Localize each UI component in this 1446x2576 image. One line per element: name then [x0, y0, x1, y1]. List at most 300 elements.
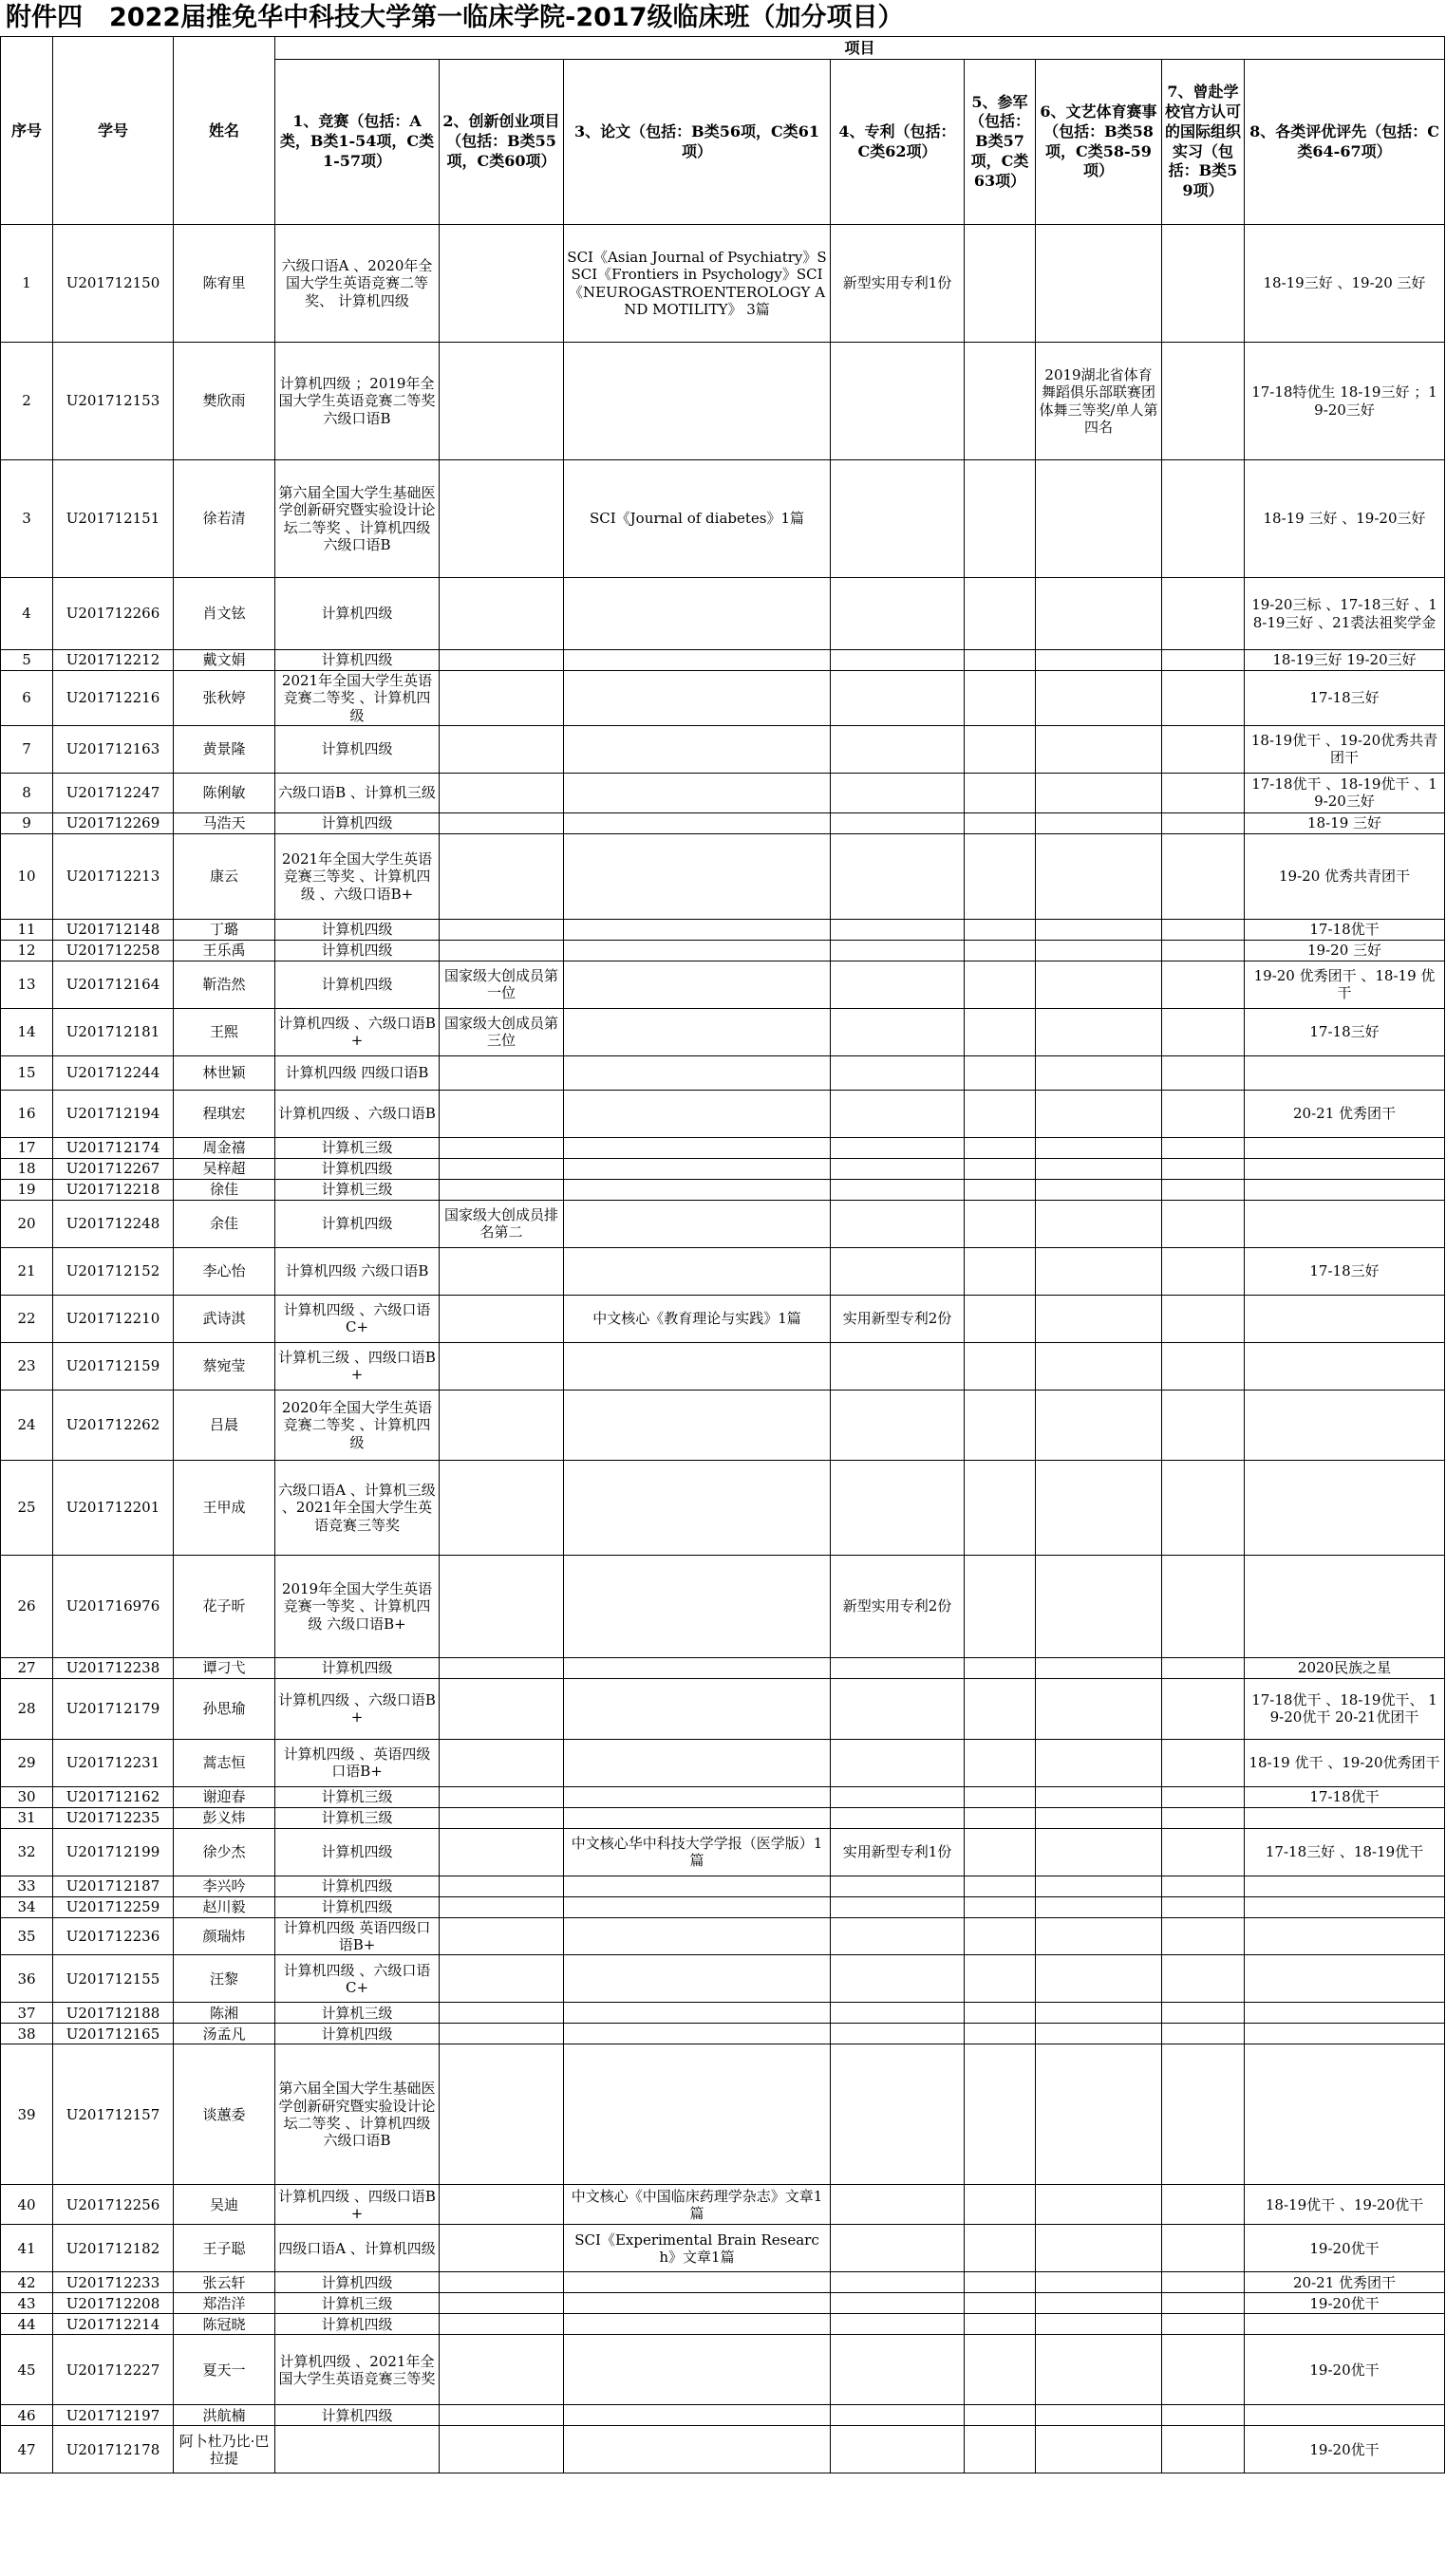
cell-c7	[1162, 1917, 1245, 1955]
cell-c1	[275, 2426, 440, 2473]
cell-id: U201712236	[53, 1917, 174, 1955]
document-title: 2022届推免华中科技大学第一临床学院-2017级临床班（加分项目）	[109, 3, 904, 32]
cell-c8	[1245, 1137, 1445, 1158]
cell-c8	[1245, 2003, 1445, 2024]
cell-name: 汪黎	[174, 1955, 275, 2003]
cell-id: U201712214	[53, 2314, 174, 2335]
cell-c1: 第六届全国大学生基础医学创新研究暨实验设计论坛二等奖 、计算机四级 六级口语B	[275, 460, 440, 578]
cell-c5	[965, 2335, 1036, 2405]
cell-c8	[1245, 1179, 1445, 1200]
cell-c7	[1162, 833, 1245, 919]
cell-c3	[564, 650, 831, 671]
cell-no: 31	[1, 1807, 53, 1828]
cell-c7	[1162, 2426, 1245, 2473]
cell-id: U201712150	[53, 225, 174, 343]
cell-c7	[1162, 578, 1245, 650]
cell-c2	[440, 833, 564, 919]
cell-c2	[440, 1158, 564, 1179]
cell-c2	[440, 2185, 564, 2225]
cell-c1: 计算机四级 、六级口语C+	[275, 1955, 440, 2003]
cell-id: U201712259	[53, 1896, 174, 1917]
cell-c1: 计算机四级	[275, 812, 440, 833]
cell-c6	[1036, 225, 1162, 343]
cell-c6	[1036, 1657, 1162, 1678]
cell-c5	[965, 1390, 1036, 1460]
cell-c6	[1036, 578, 1162, 650]
cell-c3: SCI《Experimental Brain Research》文章1篇	[564, 2225, 831, 2272]
cell-name: 徐佳	[174, 1179, 275, 1200]
cell-c1: 计算机四级 、六级口语B	[275, 1090, 440, 1137]
cell-id: U201712159	[53, 1342, 174, 1390]
cell-c5	[965, 1739, 1036, 1786]
cell-no: 34	[1, 1896, 53, 1917]
cell-name: 赵川毅	[174, 1896, 275, 1917]
cell-c7	[1162, 940, 1245, 961]
cell-c6	[1036, 2293, 1162, 2314]
cell-no: 6	[1, 671, 53, 726]
table-row	[1, 1955, 1445, 2003]
cell-c2	[440, 225, 564, 343]
cell-c8: 19-20优干	[1245, 2225, 1445, 2272]
cell-name: 谭刁弋	[174, 1657, 275, 1678]
cell-c5	[965, 1200, 1036, 1247]
header-student-id: 学号	[53, 37, 174, 225]
cell-c4	[831, 343, 965, 460]
cell-c4	[831, 961, 965, 1008]
cell-c3	[564, 940, 831, 961]
cell-c8: 19-20 优秀共青团干	[1245, 833, 1445, 919]
cell-c3	[564, 1008, 831, 1055]
cell-name: 林世颖	[174, 1055, 275, 1090]
cell-no: 42	[1, 2272, 53, 2293]
cell-c5	[965, 1460, 1036, 1555]
cell-name: 陈俐敏	[174, 773, 275, 812]
cell-c2	[440, 1739, 564, 1786]
cell-c3	[564, 1137, 831, 1158]
cell-no: 30	[1, 1786, 53, 1807]
cell-c8: 20-21 优秀团干	[1245, 2272, 1445, 2293]
cell-c1: 计算机三级	[275, 2293, 440, 2314]
cell-c7	[1162, 2272, 1245, 2293]
cell-c7	[1162, 1055, 1245, 1090]
cell-c3	[564, 2272, 831, 2293]
cell-c8: 18-19优干 、19-20优秀共青团干	[1245, 725, 1445, 773]
cell-c5	[965, 1917, 1036, 1955]
cell-c3	[564, 578, 831, 650]
cell-c3	[564, 833, 831, 919]
cell-c2	[440, 1807, 564, 1828]
table-row	[1, 1200, 1445, 1247]
cell-id: U201712216	[53, 671, 174, 726]
table-row	[1, 1896, 1445, 1917]
table-row	[1, 2426, 1445, 2473]
header-military: 5、参军（包括：B类57项，C类63项）	[965, 60, 1036, 225]
cell-c1: 计算机四级 、四级口语B+	[275, 2185, 440, 2225]
cell-no: 19	[1, 1179, 53, 1200]
cell-c8: 17-18三好	[1245, 1008, 1445, 1055]
cell-c4	[831, 578, 965, 650]
cell-c6	[1036, 1896, 1162, 1917]
cell-c7	[1162, 1179, 1245, 1200]
table-row	[1, 2225, 1445, 2272]
cell-c5	[965, 833, 1036, 919]
cell-c3	[564, 725, 831, 773]
cell-c1: 计算机四级	[275, 2314, 440, 2335]
cell-c4	[831, 1678, 965, 1739]
cell-id: U201712197	[53, 2405, 174, 2426]
cell-c1: 计算机四级	[275, 1876, 440, 1896]
cell-c4	[831, 940, 965, 961]
cell-id: U201712187	[53, 1876, 174, 1896]
cell-c6	[1036, 2335, 1162, 2405]
cell-c1: 2020年全国大学生英语竞赛二等奖 、计算机四级	[275, 1390, 440, 1460]
cell-id: U201712165	[53, 2024, 174, 2044]
cell-c7	[1162, 1137, 1245, 1158]
cell-c5	[965, 1137, 1036, 1158]
cell-no: 13	[1, 961, 53, 1008]
cell-c8: 18-19三好 19-20三好	[1245, 650, 1445, 671]
cell-c2	[440, 1955, 564, 2003]
cell-c6	[1036, 1876, 1162, 1896]
cell-c6	[1036, 1055, 1162, 1090]
cell-c6	[1036, 2024, 1162, 2044]
cell-name: 谢迎春	[174, 1786, 275, 1807]
cell-c4	[831, 650, 965, 671]
cell-c3	[564, 2426, 831, 2473]
cell-name: 王乐禹	[174, 940, 275, 961]
cell-c1: 2021年全国大学生英语竞赛二等奖 、计算机四级	[275, 671, 440, 726]
cell-c4	[831, 1179, 965, 1200]
cell-c7	[1162, 2185, 1245, 2225]
cell-c8	[1245, 1460, 1445, 1555]
cell-name: 樊欣雨	[174, 343, 275, 460]
cell-c5	[965, 1008, 1036, 1055]
cell-c2	[440, 940, 564, 961]
cell-c5	[965, 2225, 1036, 2272]
cell-name: 阿卜杜乃比·巴拉提	[174, 2426, 275, 2473]
cell-c3	[564, 919, 831, 940]
cell-id: U201712258	[53, 940, 174, 961]
cell-id: U201712152	[53, 1247, 174, 1295]
cell-c1: 计算机四级	[275, 961, 440, 1008]
cell-c4	[831, 1137, 965, 1158]
cell-c2	[440, 812, 564, 833]
cell-c7	[1162, 2314, 1245, 2335]
cell-c8	[1245, 1295, 1445, 1342]
cell-id: U201712208	[53, 2293, 174, 2314]
cell-c7	[1162, 671, 1245, 726]
cell-c6	[1036, 2185, 1162, 2225]
cell-c1: 六级口语A 、2020年全国大学生英语竞赛二等奖、 计算机四级	[275, 225, 440, 343]
cell-no: 15	[1, 1055, 53, 1090]
table-row	[1, 1828, 1445, 1876]
cell-name: 康云	[174, 833, 275, 919]
cell-c5	[965, 1555, 1036, 1657]
cell-c7	[1162, 2003, 1245, 2024]
cell-c1: 第六届全国大学生基础医学创新研究暨实验设计论坛二等奖 、计算机四级 六级口语B	[275, 2044, 440, 2185]
cell-name: 颜瑞炜	[174, 1917, 275, 1955]
cell-c4	[831, 1390, 965, 1460]
cell-c5	[965, 1896, 1036, 1917]
cell-c1: 计算机三级	[275, 1179, 440, 1200]
cell-c1: 计算机三级	[275, 1807, 440, 1828]
cell-c8: 17-18优干 、18-19优干、 19-20优干 20-21优团干	[1245, 1678, 1445, 1739]
cell-name: 陈湘	[174, 2003, 275, 2024]
cell-c6	[1036, 2405, 1162, 2426]
cell-c1: 六级口语B 、计算机三级	[275, 773, 440, 812]
cell-c7	[1162, 1008, 1245, 1055]
cell-c6	[1036, 1008, 1162, 1055]
cell-c6	[1036, 725, 1162, 773]
cell-c2	[440, 1828, 564, 1876]
cell-id: U201716976	[53, 1555, 174, 1657]
cell-c3	[564, 1555, 831, 1657]
cell-c5	[965, 919, 1036, 940]
cell-c1: 计算机四级	[275, 1828, 440, 1876]
cell-id: U201712210	[53, 1295, 174, 1342]
cell-id: U201712244	[53, 1055, 174, 1090]
cell-c5	[965, 2426, 1036, 2473]
cell-c8: 17-18优干 、18-19优干 、19-20三好	[1245, 773, 1445, 812]
cell-c1: 计算机四级 、六级口语B+	[275, 1008, 440, 1055]
cell-c8: 19-20优干	[1245, 2426, 1445, 2473]
cell-c2	[440, 773, 564, 812]
cell-c8: 2020民族之星	[1245, 1657, 1445, 1678]
table-row	[1, 1678, 1445, 1739]
cell-no: 11	[1, 919, 53, 940]
cell-c1: 计算机四级	[275, 1657, 440, 1678]
cell-c5	[965, 1055, 1036, 1090]
cell-c1: 计算机三级	[275, 1137, 440, 1158]
cell-id: U201712182	[53, 2225, 174, 2272]
cell-no: 14	[1, 1008, 53, 1055]
cell-no: 18	[1, 1158, 53, 1179]
cell-c6	[1036, 2272, 1162, 2293]
cell-c7	[1162, 1200, 1245, 1247]
cell-name: 徐少杰	[174, 1828, 275, 1876]
cell-id: U201712174	[53, 1137, 174, 1158]
table-row	[1, 225, 1445, 343]
cell-c8: 17-18特优生 18-19三好 ；19-20三好	[1245, 343, 1445, 460]
cell-c2	[440, 2272, 564, 2293]
cell-no: 21	[1, 1247, 53, 1295]
table-body	[1, 225, 1445, 2473]
cell-c5	[965, 2024, 1036, 2044]
cell-no: 41	[1, 2225, 53, 2272]
cell-c3	[564, 2314, 831, 2335]
cell-c1: 计算机四级 六级口语B	[275, 1247, 440, 1295]
cell-c8	[1245, 1342, 1445, 1390]
cell-c3	[564, 2044, 831, 2185]
cell-c3	[564, 812, 831, 833]
cell-c2	[440, 650, 564, 671]
cell-c8	[1245, 1555, 1445, 1657]
cell-no: 29	[1, 1739, 53, 1786]
cell-c2	[440, 2044, 564, 2185]
cell-id: U201712227	[53, 2335, 174, 2405]
table-row	[1, 1917, 1445, 1955]
cell-c7	[1162, 1555, 1245, 1657]
cell-c6	[1036, 1460, 1162, 1555]
cell-c8: 19-20 三好	[1245, 940, 1445, 961]
cell-no: 37	[1, 2003, 53, 2024]
table-row	[1, 961, 1445, 1008]
cell-id: U201712212	[53, 650, 174, 671]
cell-c1: 计算机三级	[275, 2003, 440, 2024]
cell-c4	[831, 2314, 965, 2335]
header-honors: 8、各类评优评先（包括：C类64-67项）	[1245, 60, 1445, 225]
cell-id: U201712235	[53, 1807, 174, 1828]
cell-name: 靳浩然	[174, 961, 275, 1008]
cell-c2	[440, 2335, 564, 2405]
table-row	[1, 1295, 1445, 1342]
cell-id: U201712247	[53, 773, 174, 812]
cell-c4: 新型实用专利1份	[831, 225, 965, 343]
cell-no: 8	[1, 773, 53, 812]
cell-c7	[1162, 812, 1245, 833]
page-title	[6, 2, 904, 34]
cell-c8: 19-20三标 、17-18三好 、18-19三好 、21裘法祖奖学金	[1245, 578, 1445, 650]
cell-id: U201712157	[53, 2044, 174, 2185]
cell-c3	[564, 671, 831, 726]
cell-c3	[564, 1896, 831, 1917]
cell-c6	[1036, 2044, 1162, 2185]
cell-c3	[564, 1678, 831, 1739]
cell-c5	[965, 1295, 1036, 1342]
cell-c3	[564, 1876, 831, 1896]
table-row	[1, 578, 1445, 650]
cell-c1: 计算机四级	[275, 1896, 440, 1917]
cell-c6	[1036, 1555, 1162, 1657]
cell-c1: 计算机四级 、六级口语C+	[275, 1295, 440, 1342]
cell-c7	[1162, 1090, 1245, 1137]
table-row	[1, 1090, 1445, 1137]
cell-c2	[440, 2225, 564, 2272]
cell-c5	[965, 2185, 1036, 2225]
cell-c2	[440, 1179, 564, 1200]
cell-id: U201712148	[53, 919, 174, 940]
cell-c5	[965, 671, 1036, 726]
bonus-items-table	[0, 36, 1445, 2473]
table-row	[1, 1137, 1445, 1158]
cell-c2	[440, 1876, 564, 1896]
cell-c7	[1162, 1158, 1245, 1179]
cell-c3	[564, 1657, 831, 1678]
cell-name: 李心怡	[174, 1247, 275, 1295]
table-row	[1, 812, 1445, 833]
cell-c1: 计算机四级 、六级口语B+	[275, 1678, 440, 1739]
cell-id: U201712155	[53, 1955, 174, 2003]
cell-c4	[831, 2003, 965, 2024]
cell-name: 王熙	[174, 1008, 275, 1055]
cell-c5	[965, 1955, 1036, 2003]
cell-no: 10	[1, 833, 53, 919]
cell-name: 李兴吟	[174, 1876, 275, 1896]
cell-no: 33	[1, 1876, 53, 1896]
cell-id: U201712256	[53, 2185, 174, 2225]
cell-c5	[965, 1090, 1036, 1137]
cell-c4	[831, 2335, 965, 2405]
cell-c2	[440, 578, 564, 650]
cell-no: 2	[1, 343, 53, 460]
cell-c6	[1036, 2426, 1162, 2473]
cell-c8	[1245, 2024, 1445, 2044]
cell-c8: 20-21 优秀团干	[1245, 1090, 1445, 1137]
cell-c8	[1245, 1917, 1445, 1955]
cell-c5	[965, 1678, 1036, 1739]
cell-c7	[1162, 1460, 1245, 1555]
cell-c4	[831, 2293, 965, 2314]
cell-c2	[440, 919, 564, 940]
cell-c7	[1162, 2024, 1245, 2044]
cell-no: 23	[1, 1342, 53, 1390]
cell-c8	[1245, 1055, 1445, 1090]
cell-no: 43	[1, 2293, 53, 2314]
cell-c7	[1162, 961, 1245, 1008]
cell-c8: 19-20优干	[1245, 2293, 1445, 2314]
cell-c5	[965, 1786, 1036, 1807]
cell-no: 25	[1, 1460, 53, 1555]
cell-c5	[965, 773, 1036, 812]
cell-c1: 计算机四级 、英语四级口语B+	[275, 1739, 440, 1786]
cell-c5	[965, 343, 1036, 460]
cell-c8: 19-20 优秀团干 、18-19 优干	[1245, 961, 1445, 1008]
header-name: 姓名	[174, 37, 275, 225]
cell-c7	[1162, 2293, 1245, 2314]
table-row	[1, 1786, 1445, 1807]
cell-id: U201712201	[53, 1460, 174, 1555]
cell-c3	[564, 1247, 831, 1295]
cell-c4	[831, 1460, 965, 1555]
cell-c4	[831, 1247, 965, 1295]
cell-c8: 17-18优干	[1245, 919, 1445, 940]
cell-name: 洪航楠	[174, 2405, 275, 2426]
cell-c7	[1162, 2405, 1245, 2426]
cell-c6	[1036, 1158, 1162, 1179]
cell-no: 9	[1, 812, 53, 833]
table-row	[1, 1555, 1445, 1657]
cell-c3: 中文核心华中科技大学学报（医学版）1篇	[564, 1828, 831, 1876]
cell-c3: 中文核心《教育理论与实践》1篇	[564, 1295, 831, 1342]
cell-c6	[1036, 2003, 1162, 2024]
table-row	[1, 1390, 1445, 1460]
cell-c3	[564, 1739, 831, 1786]
cell-c5	[965, 1657, 1036, 1678]
cell-c4: 新型实用专利2份	[831, 1555, 965, 1657]
cell-c6	[1036, 1137, 1162, 1158]
cell-c2	[440, 1247, 564, 1295]
table-row	[1, 2293, 1445, 2314]
cell-c2	[440, 1055, 564, 1090]
cell-c3	[564, 1955, 831, 2003]
cell-c1: 计算机四级 英语四级口语B+	[275, 1917, 440, 1955]
cell-c2	[440, 1657, 564, 1678]
cell-c8	[1245, 2044, 1445, 2185]
cell-c6	[1036, 460, 1162, 578]
cell-c6	[1036, 1295, 1162, 1342]
cell-c4	[831, 2225, 965, 2272]
cell-name: 郑浩洋	[174, 2293, 275, 2314]
table-row	[1, 725, 1445, 773]
cell-no: 39	[1, 2044, 53, 2185]
cell-no: 38	[1, 2024, 53, 2044]
cell-c8: 18-19 优干 、19-20优秀团干	[1245, 1739, 1445, 1786]
cell-c7	[1162, 1342, 1245, 1390]
table-row	[1, 1158, 1445, 1179]
cell-c8: 17-18三好	[1245, 671, 1445, 726]
cell-id: U201712266	[53, 578, 174, 650]
cell-c3	[564, 1917, 831, 1955]
